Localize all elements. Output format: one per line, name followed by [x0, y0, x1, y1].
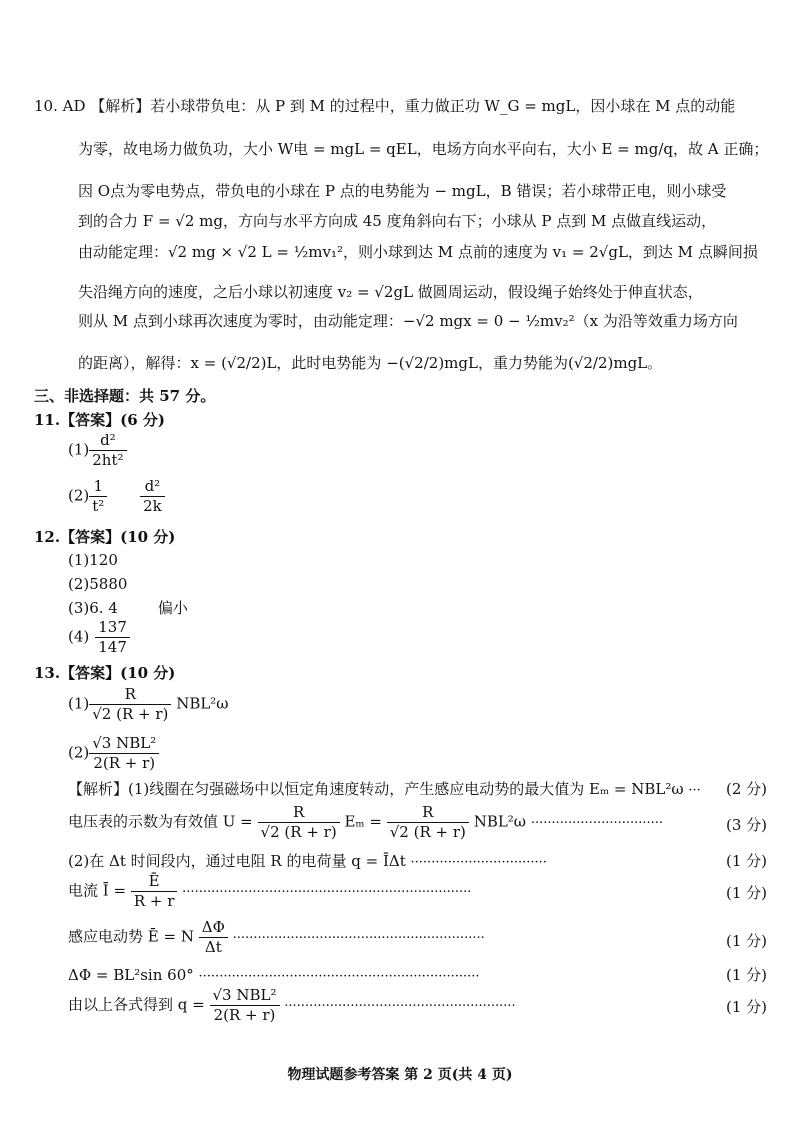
q13-step-5-leader: ····························································· — [232, 930, 485, 946]
q13-step-2-fraction-a — [258, 803, 340, 842]
section-3-title: 三、非选择题：共 57 分。 — [34, 387, 216, 405]
q13-step-4-score: (1 分) — [726, 884, 768, 902]
q11-p1-label: (1) — [68, 440, 90, 459]
q13-step-7 — [68, 986, 516, 1025]
q13-a1-tail: NBL²ω — [176, 694, 229, 713]
q13-a2-denominator: 2(R + r) — [93, 753, 156, 772]
q11-p2-fraction-b — [140, 477, 165, 516]
q12-answer-3-value: (3)6. 4 — [68, 599, 118, 617]
q11-p2-fraction-a — [89, 477, 107, 516]
q13-step-1-leader: ··· — [688, 783, 701, 798]
q13-answer-1 — [68, 685, 229, 724]
q13-step-6 — [68, 966, 480, 985]
q10-line-6: 失沿绳方向的速度，之后小球以初速度 v₂ = √2gL 做圆周运动，假设绳子始终处于伸直状态， — [78, 283, 703, 301]
q10-line-2: 为零，故电场力做负功，大小 W电 = mgL = qEL，电场方向水平向右，大小 E = mg/q，故 A 正确； — [78, 140, 769, 158]
q13-step-6-score: (1 分) — [726, 966, 768, 984]
q13-step-4-fraction — [131, 872, 178, 911]
q10-line-4: 到的合力 F = √2 mg，方向与水平方向成 45 度角斜向右下；小球从 P 点到 M 点做直线运动， — [78, 212, 717, 230]
q13-s5-numerator: ΔΦ — [199, 918, 228, 938]
q13-s5-denominator: Δt — [204, 937, 222, 956]
q13-step-2 — [68, 803, 663, 842]
q13-step-4 — [68, 872, 471, 911]
q11-p2-label: (2) — [68, 486, 90, 505]
q13-s4-numerator: Ē — [131, 872, 178, 892]
q13-header: 13.【答案】(10 分) — [34, 664, 176, 682]
q13-s2-numerator-a: R — [258, 803, 340, 823]
q12-a4-denominator: 147 — [98, 637, 127, 656]
q12-header: 12.【答案】(10 分) — [34, 528, 176, 546]
q13-s2-numerator-b: R — [387, 803, 469, 823]
q13-step-2-fraction-b — [387, 803, 469, 842]
q10-line-3: 因 O点为零电势点，带负电的小球在 P 点的电势能为 − mgL，B 错误；若小球带正电，则小球受 — [78, 182, 727, 200]
q13-step-4-leader: ······································································ — [182, 884, 472, 900]
q10-line-1: 10. AD 【解析】若小球带负电：从 P 到 M 的过程中，重力做正功 W_G = mgL，因小球在 M 点的动能 — [34, 97, 736, 115]
q11-part-1 — [68, 431, 127, 470]
q10-line-7: 则从 M 点到小球再次速度为零时，由动能定理：−√2 mgx = 0 − ½mv₂²（x 为沿等效重力场方向 — [78, 312, 738, 330]
q13-step-5-score: (1 分) — [726, 932, 768, 950]
q13-step-2-pre: 电压表的示数为有效值 U = — [68, 812, 253, 831]
q12-answer-4 — [68, 618, 130, 657]
q13-a2-fraction — [89, 734, 159, 773]
q11-p2b-denominator: 2k — [143, 496, 162, 515]
q13-s4-denominator: R + r — [133, 891, 175, 910]
q11-p1-denominator: 2ht² — [92, 450, 124, 469]
q12-answer-3 — [68, 599, 188, 618]
page-footer: 物理试题参考答案 第 2 页(共 4 页) — [287, 1067, 513, 1083]
q13-s7-denominator: 2(R + r) — [213, 1005, 276, 1024]
q13-a1-fraction — [89, 685, 171, 724]
q13-step-3-leader: ································· — [410, 855, 547, 870]
q13-step-1-score: (2 分) — [726, 780, 768, 798]
q13-step-7-fraction — [210, 986, 280, 1025]
q13-step-2-leader: ································ — [530, 815, 664, 831]
q13-step-6-text: ΔΦ = BL²sin 60° — [68, 966, 194, 984]
q10-line-5: 由动能定理：√2 mg × √2 L = ½mv₁²，则小球到达 M 点前的速度为 v₁ = 2√gL，到达 M 点瞬间损 — [78, 243, 758, 261]
q13-step-2-score: (3 分) — [726, 816, 768, 834]
q13-step-3-text: (2)在 Δt 时间段内，通过电阻 R 的电荷量 q = ĪΔt — [68, 852, 406, 870]
q13-s2-denominator-a: √2 (R + r) — [260, 822, 337, 841]
q13-step-5-pre: 感应电动势 Ē = N — [68, 927, 194, 946]
q13-step-7-score: (1 分) — [726, 998, 768, 1016]
q13-step-3-score: (1 分) — [726, 852, 768, 870]
q11-part-2 — [68, 477, 165, 516]
q13-a1-denominator: √2 (R + r) — [92, 704, 169, 723]
q13-step-4-pre: 电流 Ī = — [68, 881, 127, 900]
q12-a4-numerator: 137 — [95, 618, 130, 638]
q13-step-5 — [68, 918, 485, 957]
q13-a2-label: (2) — [68, 743, 90, 762]
q13-a1-numerator: R — [89, 685, 171, 705]
q11-p2a-numerator: 1 — [89, 477, 107, 497]
q11-p2a-denominator: t² — [92, 496, 105, 515]
q13-step-7-leader: ························································ — [284, 998, 516, 1014]
q13-step-5-fraction — [199, 918, 228, 957]
q13-s2-denominator-b: √2 (R + r) — [389, 822, 466, 841]
q11-header: 11.【答案】(6 分) — [34, 411, 165, 429]
q13-a1-label: (1) — [68, 694, 90, 713]
q12-answer-2: (2)5880 — [68, 575, 128, 593]
q13-s7-numerator: √3 NBL² — [210, 986, 280, 1006]
q13-step-7-pre: 由以上各式得到 q = — [68, 995, 205, 1014]
q13-step-3 — [68, 852, 547, 871]
q11-p1-numerator: d² — [89, 431, 126, 451]
q12-a4-label: (4) — [68, 627, 90, 646]
q11-p1-fraction — [89, 431, 126, 470]
q13-answer-2 — [68, 734, 159, 773]
q12-answer-1: (1)120 — [68, 551, 118, 569]
q13-step-2-mid: Eₘ = — [344, 812, 382, 831]
q10-line-8: 的距离），解得：x = (√2/2)L，此时电势能为 −(√2/2)mgL，重力势能为(√2/2)mgL。 — [78, 354, 663, 372]
q13-step-1 — [68, 780, 701, 799]
q13-step-1-text: 【解析】(1)线圈在匀强磁场中以恒定角速度转动，产生感应电动势的最大值为 Eₘ = NBL²ω — [68, 780, 684, 798]
q11-p2b-numerator: d² — [140, 477, 165, 497]
q13-a2-numerator: √3 NBL² — [89, 734, 159, 754]
q12-a4-fraction — [95, 618, 130, 657]
q13-step-2-tail: NBL²ω — [473, 812, 527, 831]
q12-answer-3-note: 偏小 — [157, 599, 188, 617]
q13-step-6-leader: ···································································· — [198, 969, 480, 984]
